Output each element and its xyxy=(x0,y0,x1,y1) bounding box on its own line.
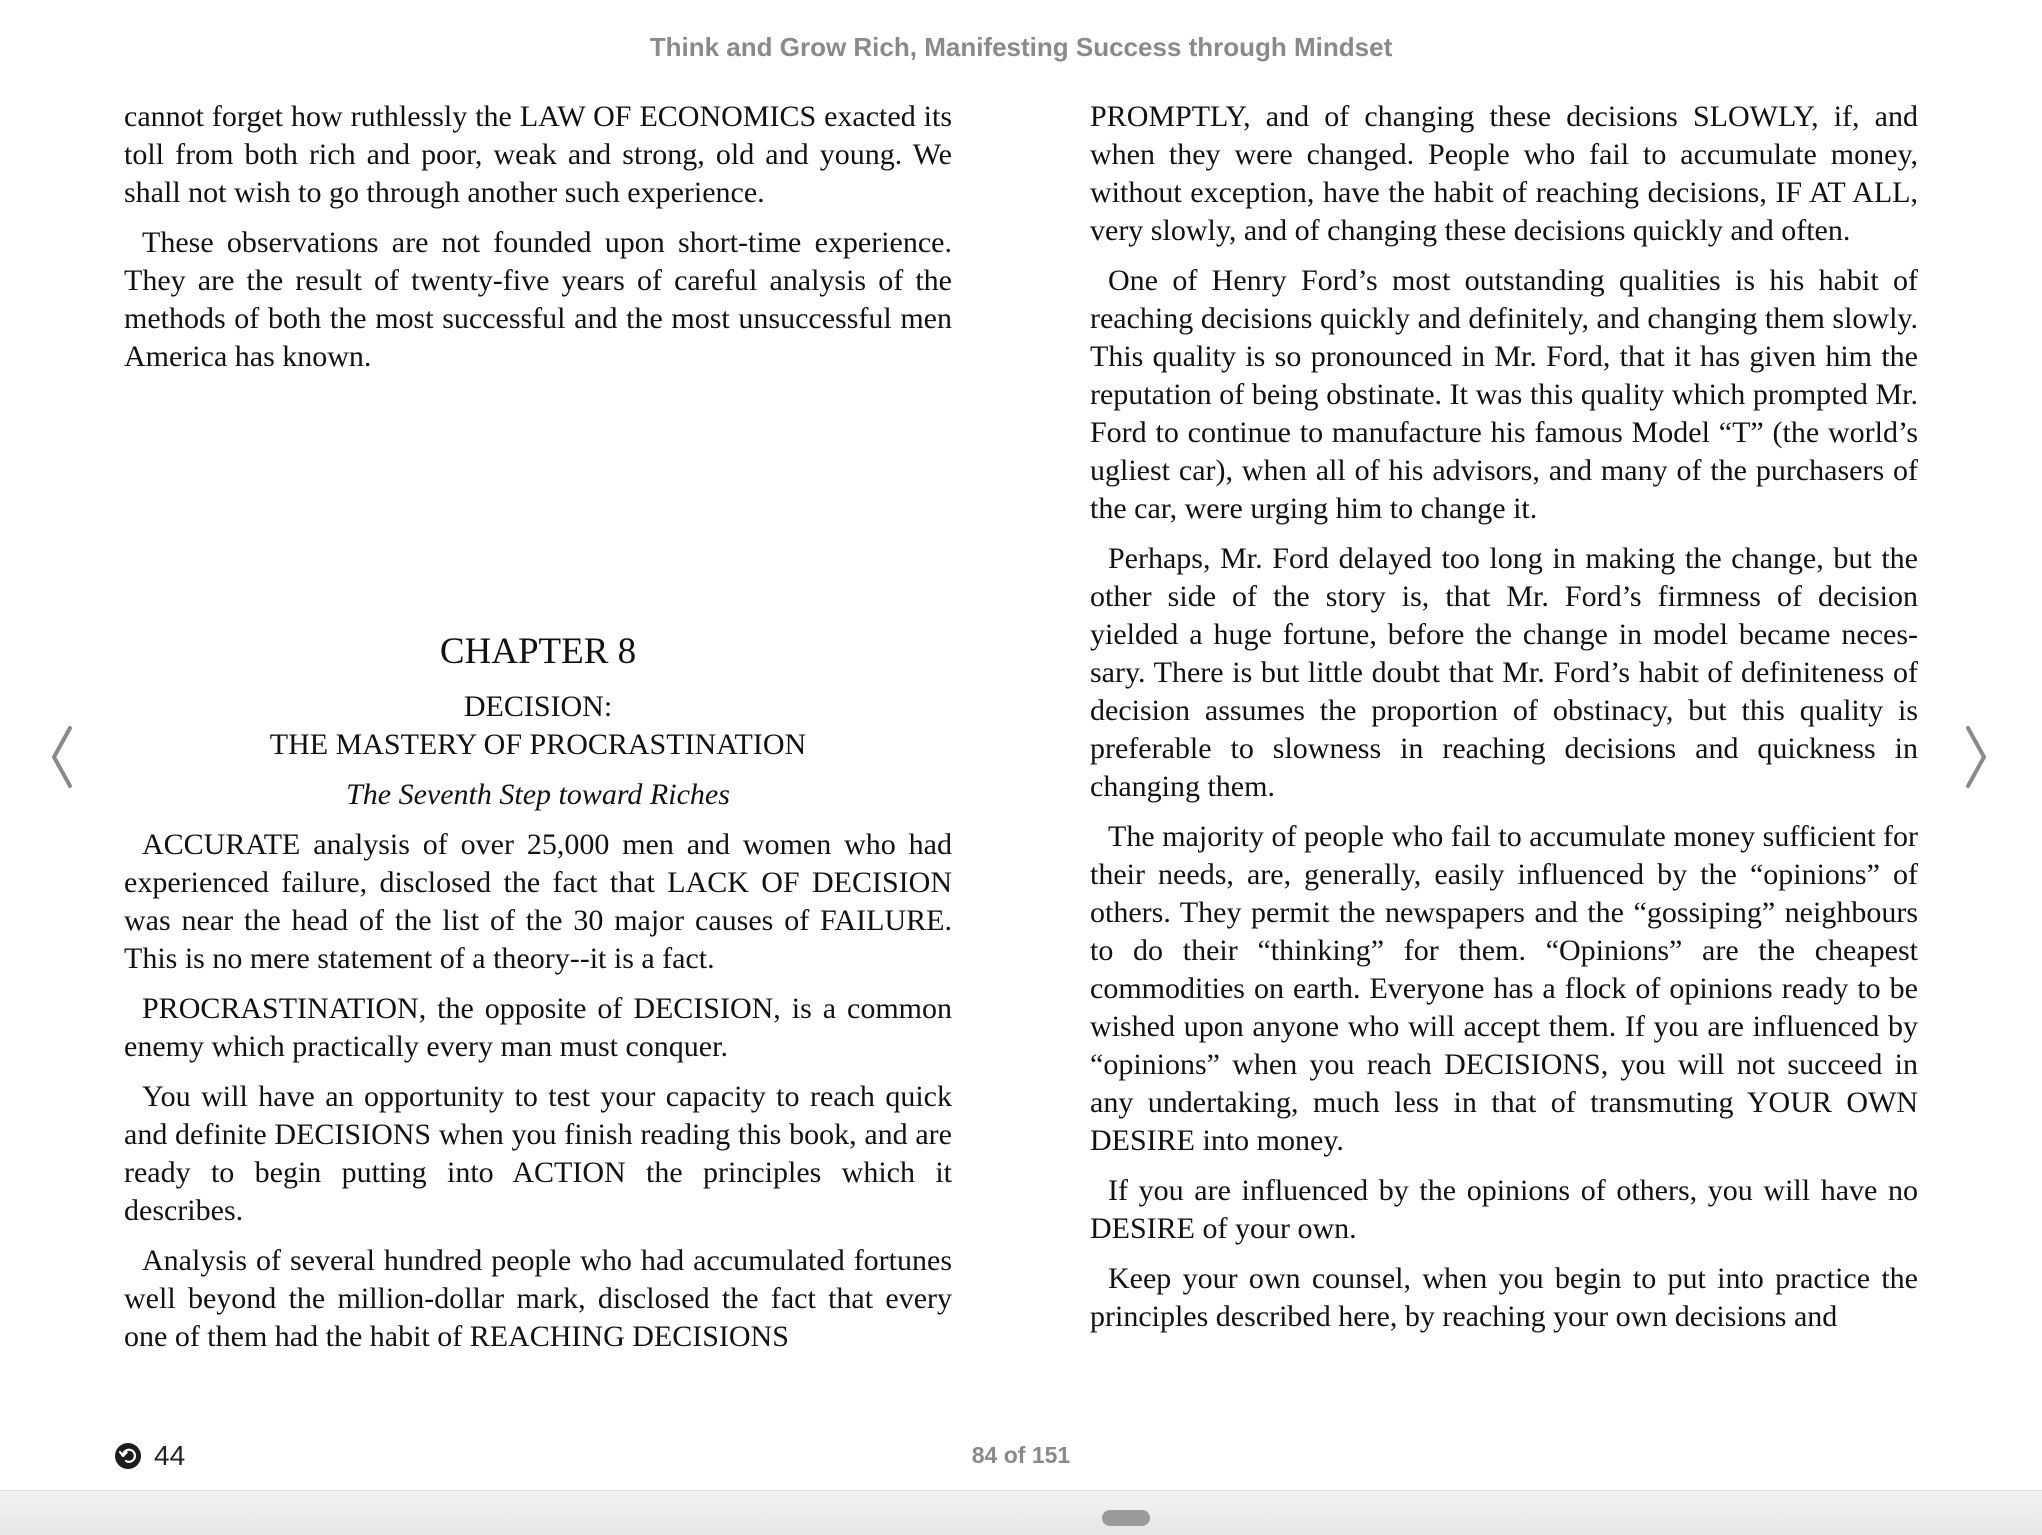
paragraph: Analysis of several hundred people who had accumulated fortunes well beyond the million-dollar mark, disclosed the fact that every one of them had the habit of REACHING DECISIONS xyxy=(124,1244,952,1353)
chapter-number: CHAPTER 8 xyxy=(439,631,637,672)
back-page-number: 44 xyxy=(154,1440,186,1471)
paragraph: The majority of people who fail to accumulate money sufficient for their needs, are, generally, easily influenced by the “opinions” of others. They permit the newspapers and the “gossiping” neighbours to do their “thinking” for them. “Opinions” are the cheapest commodities on earth. Everyone has a flock of opinions ready to be wished upon anyone who will accept them. If you are influenced by “opinions” when you reach DECISIONS, you will not succeed in any undertaking, much less in that of transmuting YOUR OWN DESIRE into money. xyxy=(1090,820,1918,1157)
paragraph: You will have an opportunity to test your capacity to reach quick and definite DECISIONS when you finish reading this book, and are ready to begin putting into ACTION the principles which it describes. xyxy=(124,1080,952,1227)
next-page-button[interactable] xyxy=(1956,722,1996,792)
paragraph: Perhaps, Mr. Ford delayed too long in making the change, but the other side of the story is, that Mr. Ford’s firmness of decision yielded a huge fortune, before the change in model became necessary. There is but little doubt that Mr. Ford’s habit of definiteness of decision assumes the proportion of obstinacy, but this quality is preferable to slowness in reaching decisions and quickness in changing them. xyxy=(1090,542,1918,803)
prev-page-button[interactable] xyxy=(42,722,82,792)
page-indicator: 84 of 151 xyxy=(971,1442,1071,1468)
paragraph: PROCRASTINATION, the opposite of DECISION, is a common enemy which practically every man must conquer. xyxy=(124,992,952,1063)
book-title: Think and Grow Rich, Manifesting Success through Mindset xyxy=(649,32,1393,62)
paragraph: PROMPTLY, and of changing these decisions SLOWLY, if, and when they were changed. People who fail to accumulate money, without exception, have the habit of reaching decisions, IF AT ALL, very slowly, and of changing these decisions quickly and often. xyxy=(1090,100,1918,247)
drag-handle[interactable] xyxy=(1102,1510,1150,1526)
paragraph: ACCURATE analysis of over 25,000 men and women who had experienced failure, disclosed the fact that LACK OF DECISION was near the head of the list of the 30 major causes of FAILURE. This is no mere statement of a theory--it is a fact. xyxy=(124,828,952,975)
left-page xyxy=(124,98,952,1368)
chapter-title-line: DECISION: xyxy=(463,690,613,723)
bottom-bar xyxy=(0,1490,2042,1535)
chapter-subtitle: The Seventh Step toward Riches xyxy=(346,778,730,811)
right-page xyxy=(1090,98,1918,1348)
paragraph: Keep your own counsel, when you begin to put into practice the principles described here, by reaching your own decisions and xyxy=(1090,1262,1918,1333)
paragraph: These observations are not founded upon short-time experience. They are the result of twenty-five years of careful analysis of the methods of both the most successful and the most unsuccessful men America has known. xyxy=(124,226,952,373)
paragraph: If you are influenced by the opinions of others, you will have no DESIRE of your own. xyxy=(1090,1174,1918,1245)
paragraph: One of Henry Ford’s most outstanding qualities is his habit of reaching decisions quickly and definitely, and changing them slowly. This quality is so pronounced in Mr. Ford, that it has given him the reputation of being obstinate. It was this quality which prompted Mr. Ford to continue to manufacture his famous Model “T” (the world’s ugliest car), when all of his advisors, and many of the purchasers of the car, were urging him to change it. xyxy=(1090,264,1918,525)
chapter-heading xyxy=(124,630,952,814)
chevron-right-icon xyxy=(1956,722,1996,792)
chapter-title-line: THE MASTERY OF PROCRASTINATION xyxy=(269,728,807,761)
paragraph: cannot forget how ruthlessly the LAW OF ECONOMICS exacted its toll from both rich and poor, weak and strong, old and young. We shall not wish to go through another such experience. xyxy=(124,100,952,209)
chevron-left-icon xyxy=(42,722,82,792)
chapter-title xyxy=(124,688,952,764)
